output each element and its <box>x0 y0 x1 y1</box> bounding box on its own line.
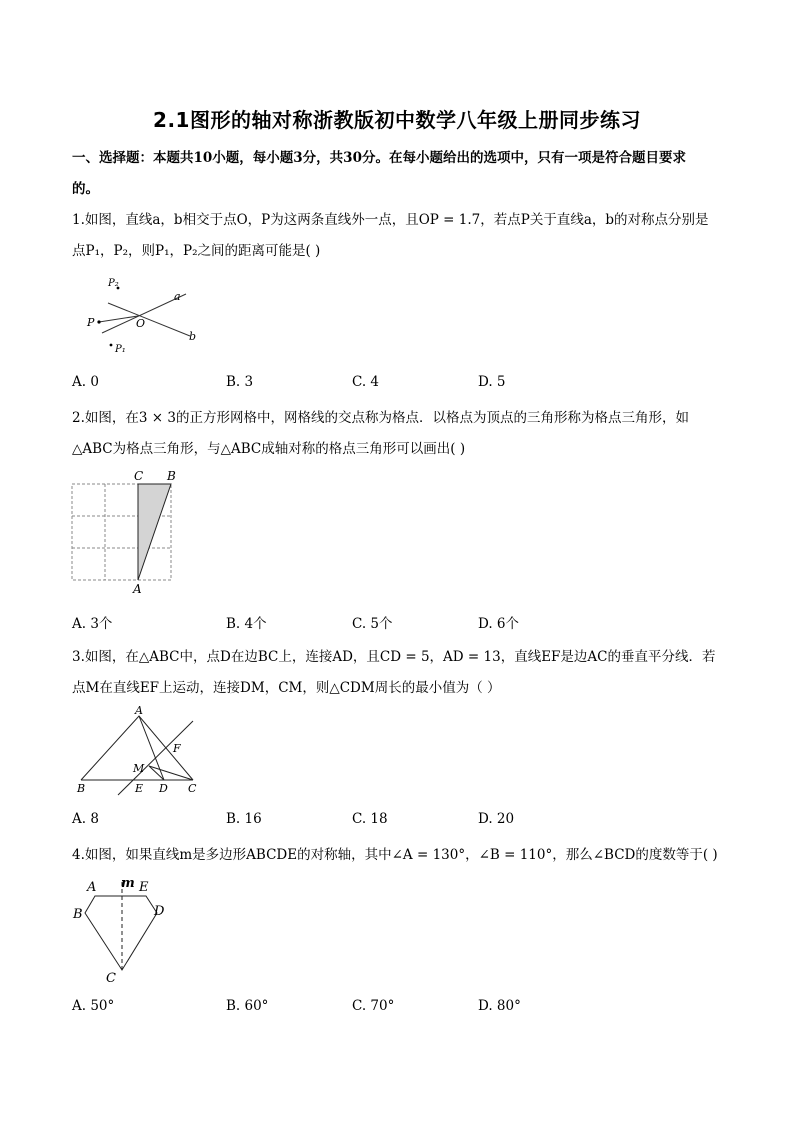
label-b: b <box>189 330 197 343</box>
label-p1: P₁ <box>115 344 126 355</box>
q4-figure <box>68 872 178 990</box>
q1-option-a[interactable]: A. 0 <box>72 374 99 390</box>
label-m: m <box>121 876 135 891</box>
q1-option-d[interactable]: D. 5 <box>478 374 506 390</box>
line-ef <box>118 721 193 795</box>
label-e: E <box>135 782 144 795</box>
point-p1 <box>110 344 113 347</box>
label-p2: P₂ <box>108 278 119 289</box>
q4-option-c[interactable]: C. 70° <box>352 998 395 1014</box>
q3-text-line-1: 3.如图，在△ABC中，点D在边BC上，连接AD，且CD = 5，AD = 13，直线EF是边AC的垂直平分线．若 <box>72 649 716 665</box>
section-instructions-line-1: 一、选择题：本题共10小题，每小题3分，共30分。在每小题给出的选项中，只有一项是符合题目要求 <box>72 150 686 166</box>
label-p: P <box>87 316 95 329</box>
q3-option-b[interactable]: B. 16 <box>226 811 262 827</box>
q2-option-a[interactable]: A. 3个 <box>72 616 113 632</box>
page-title: 2.1图形的轴对称浙教版初中数学八年级上册同步练习 <box>153 108 641 132</box>
q4-option-b[interactable]: B. 60° <box>226 998 269 1014</box>
q3-option-c[interactable]: C. 18 <box>352 811 388 827</box>
label-a: A <box>87 880 97 895</box>
q2-text-line-1: 2.如图，在3 × 3的正方形网格中，网格线的交点称为格点．以格点为顶点的三角形称为格点三角形，如 <box>72 410 689 426</box>
q4-option-a[interactable]: A. 50° <box>72 998 115 1014</box>
point-p <box>97 320 100 323</box>
q2-option-b[interactable]: B. 4个 <box>226 616 267 632</box>
q1-figure <box>82 272 202 362</box>
label-b: B <box>167 469 176 483</box>
q1-text-line-2: 点P₁，P₂，则P₁，P₂之间的距离可能是( ) <box>72 243 321 259</box>
q1-text-line-1: 1.如图，直线a，b相交于点O，P为这两条直线外一点，且OP = 1.7，若点P关于直线a，b的对称点分别是 <box>72 212 709 228</box>
label-a: A <box>133 582 142 596</box>
q2-option-c[interactable]: C. 5个 <box>352 616 393 632</box>
q4-text-line-1: 4.如图，如果直线m是多边形ABCDE的对称轴，其中∠A = 130°，∠B = 110°，那么∠BCD的度数等于( ) <box>72 847 718 863</box>
q3-figure <box>72 702 204 798</box>
label-a: a <box>174 290 181 303</box>
label-c: C <box>134 469 144 483</box>
q1-option-b[interactable]: B. 3 <box>226 374 254 390</box>
q1-option-c[interactable]: C. 4 <box>352 374 380 390</box>
q2-option-d[interactable]: D. 6个 <box>478 616 520 632</box>
label-c: C <box>188 782 197 795</box>
label-m: M <box>133 762 145 775</box>
polygon-abcde <box>85 896 157 970</box>
label-b: B <box>73 907 83 922</box>
q2-text-line-2: △ABC为格点三角形，与△ABC成轴对称的格点三角形可以画出( ) <box>72 441 466 457</box>
label-c: C <box>106 971 116 986</box>
q2-figure <box>66 468 186 598</box>
label-d: D <box>159 782 168 795</box>
triangle-abc <box>138 484 171 580</box>
label-b: B <box>77 782 86 795</box>
label-f: F <box>173 742 181 755</box>
label-a: A <box>135 704 143 717</box>
q3-option-a[interactable]: A. 8 <box>72 811 99 827</box>
section-instructions-line-2: 的。 <box>72 181 99 197</box>
q4-option-d[interactable]: D. 80° <box>478 998 521 1014</box>
line-b <box>108 303 190 336</box>
q3-text-line-2: 点M在直线EF上运动，连接DM，CM，则△CDM周长的最小值为（ ） <box>72 680 501 696</box>
label-e: E <box>139 880 149 895</box>
label-d: D <box>154 904 165 919</box>
q3-option-d[interactable]: D. 20 <box>478 811 515 827</box>
label-o: O <box>136 317 146 330</box>
segment-cm <box>149 766 193 780</box>
